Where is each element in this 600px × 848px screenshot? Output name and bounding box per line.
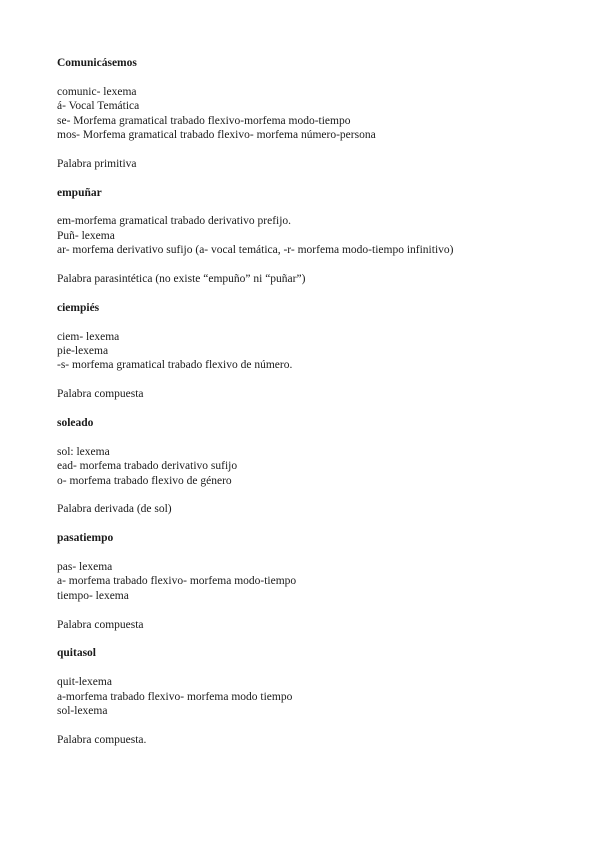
morpheme-list (57, 675, 557, 718)
word-type-summary: Palabra compuesta (57, 618, 144, 631)
section-title: soleado (57, 417, 94, 430)
morpheme-line: ciem- lexema (57, 330, 120, 343)
morpheme-line: tiempo- lexema (57, 589, 129, 602)
morpheme-line: ar- morfema derivativo sufijo (a- vocal temática, -r- morfema modo-tiempo infinitivo) (57, 244, 454, 257)
morpheme-line: pas- lexema (57, 561, 113, 574)
section-title: pasatiempo (57, 532, 114, 545)
morpheme-line: em-morfema gramatical trabado derivativo prefijo. (57, 215, 292, 228)
morpheme-list (57, 85, 557, 143)
word-type-summary: Palabra compuesta (57, 388, 144, 401)
morpheme-line: a-morfema trabado flexivo- morfema modo tiempo (57, 690, 293, 703)
document-page (57, 56, 557, 762)
section-soleado (57, 416, 557, 517)
section-comunicasemos (57, 56, 557, 171)
section-title: quitasol (57, 647, 96, 660)
morpheme-line: o- morfema trabado flexivo de género (57, 474, 232, 487)
section-title: empuñar (57, 186, 102, 199)
section-title: Comunicásemos (57, 57, 137, 69)
word-type-summary: Palabra parasintética (no existe “empuño” ni “puñar”) (57, 273, 306, 286)
word-type-summary: Palabra compuesta. (57, 733, 147, 746)
morpheme-line: a- morfema trabado flexivo- morfema modo-tiempo (57, 575, 297, 588)
morpheme-line: mos- Morfema gramatical trabado flexivo- morfema número-persona (57, 129, 376, 142)
morpheme-line: á- Vocal Temática (57, 100, 140, 113)
morpheme-list (57, 330, 557, 373)
section-empunar (57, 186, 557, 287)
morpheme-list (57, 560, 557, 603)
section-pasatiempo (57, 531, 557, 632)
morpheme-list (57, 214, 557, 257)
section-ciempies (57, 301, 557, 402)
section-quitasol (57, 646, 557, 747)
word-type-summary: Palabra primitiva (57, 157, 137, 170)
morpheme-line: ead- morfema trabado derivativo sufijo (57, 460, 238, 473)
section-title: ciempiés (57, 301, 100, 314)
morpheme-line: -s- morfema gramatical trabado flexivo de número. (57, 359, 293, 372)
morpheme-line: se- Morfema gramatical trabado flexivo-morfema modo-tiempo (57, 114, 351, 127)
morpheme-line: sol-lexema (57, 705, 108, 718)
word-type-summary: Palabra derivada (de sol) (57, 503, 172, 516)
morpheme-line: quit-lexema (57, 676, 112, 689)
morpheme-line: pie-lexema (57, 345, 109, 358)
morpheme-line: comunic- lexema (57, 85, 137, 98)
morpheme-list (57, 445, 557, 488)
morpheme-line: Puñ- lexema (57, 229, 115, 242)
morpheme-line: sol: lexema (57, 445, 110, 458)
